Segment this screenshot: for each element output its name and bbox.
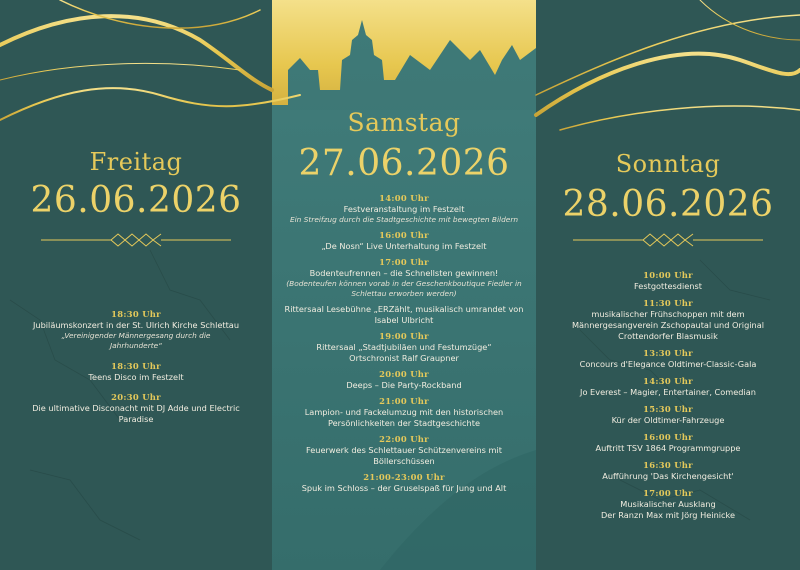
event-item [272,472,536,494]
event-time: 18:30 Uhr [111,309,161,319]
event-title: Musikalischer Ausklang [620,499,716,509]
friday-column [0,0,272,570]
event-time: 13:30 Uhr [643,348,693,358]
event-time: 17:00 Uhr [379,257,429,267]
event-item [536,460,800,482]
event-item [0,361,272,383]
event-title: musikalischer Frühschoppen mit dem Männergesangverein Zschopautal und Original Crottendorfer Blasmusik [571,309,765,341]
event-subtitle: „Vereinigender Männergesang durch die Jahrhunderte“ [61,331,211,350]
event-time: 21:00-23:00 Uhr [363,472,445,482]
event-item [536,432,800,454]
event-title: Festveranstaltung im Festzelt [343,204,465,214]
saturday-date: 27.06.2026 [298,143,510,184]
saturday-day-heading: Samstag [347,108,461,137]
event-time: 15:30 Uhr [643,404,693,414]
event-item [0,309,272,351]
event-item [536,376,800,398]
event-title: Festgottesdienst [634,281,702,291]
event-item [272,434,536,467]
friday-day-heading: Freitag [89,148,183,176]
event-title: Jo Everest – Magier, Entertainer, Comedian [580,387,756,397]
event-time: 19:00 Uhr [379,331,429,341]
event-title: Kür der Oldtimer-Fahrzeuge [611,415,725,425]
event-item [536,404,800,426]
event-title: Aufführung 'Das Kirchengesicht' [602,471,734,481]
event-time: 16:00 Uhr [379,230,429,240]
event-item [536,348,800,370]
event-item [272,369,536,391]
event-title: Rittersaal „Stadtjubiläen und Festumzüge“ Ortschronist Ralf Graupner [316,342,492,363]
event-time: 16:00 Uhr [643,432,693,442]
event-item [272,193,536,225]
event-time: 18:30 Uhr [111,361,161,371]
event-item [0,392,272,425]
event-time: 16:30 Uhr [643,460,693,470]
event-title: Jubiläumskonzert in der St. Ulrich Kirche Schlettau [32,320,240,330]
event-time: 11:30 Uhr [643,298,693,308]
event-time: 22:00 Uhr [379,434,429,444]
event-title: Concours d'Elegance Oldtimer-Classic-Gala [579,359,757,369]
event-time: 21:00 Uhr [379,396,429,406]
event-title: Lampion- und Fackelumzug mit den historischen Persönlichkeiten der Stadtgeschichte [304,407,504,428]
event-time: 20:30 Uhr [111,392,161,402]
event-title: Die ultimative Disconacht mit DJ Adde und Electric Paradise [32,403,240,424]
ornament-divider [41,233,231,247]
event-time: 10:00 Uhr [643,270,693,280]
event-title: Rittersaal Lesebühne „ERZählt, musikalisch umrandet von Isabel Ulbricht [284,304,524,325]
event-item [536,298,800,342]
event-item [536,488,800,521]
event-title: Bodenteufrennen – die Schnellsten gewinnen! [309,268,499,278]
event-title: Auftritt TSV 1864 Programmgruppe [595,443,741,453]
sunday-date: 28.06.2026 [562,184,774,225]
event-title: Spuk im Schloss – der Gruselspaß für Jung und Alt [301,483,507,493]
saturday-column [272,0,536,570]
ornament-divider [573,233,763,247]
event-title: Teens Disco im Festzelt [88,372,184,382]
event-title: „De Nosn“ Live Unterhaltung im Festzelt [321,241,487,251]
event-subtitle: (Bodenteufen können vorab in der Geschenkboutique Fiedler in Schlettau erworben werden) [286,279,522,298]
event-title: Deeps – Die Party-Rockband [346,380,462,390]
event-time: 20:00 Uhr [379,369,429,379]
event-item [536,270,800,292]
event-time: 14:00 Uhr [379,193,429,203]
event-item [272,230,536,252]
event-subtitle: Ein Streifzug durch die Stadtgeschichte mit bewegten Bildern [289,215,519,224]
event-item [272,257,536,299]
friday-date: 26.06.2026 [30,180,242,221]
sunday-day-heading: Sonntag [615,150,721,178]
event-item [272,396,536,429]
event-item [272,304,536,326]
event-title: Feuerwerk des Schlettauer Schützenvereins mit Böllerschüssen [306,445,502,466]
event-title: Der Ranzn Max mit Jörg Heinicke [600,510,736,520]
event-item [272,331,536,364]
event-time: 17:00 Uhr [643,488,693,498]
event-time: 14:30 Uhr [643,376,693,386]
sunday-column [536,0,800,570]
